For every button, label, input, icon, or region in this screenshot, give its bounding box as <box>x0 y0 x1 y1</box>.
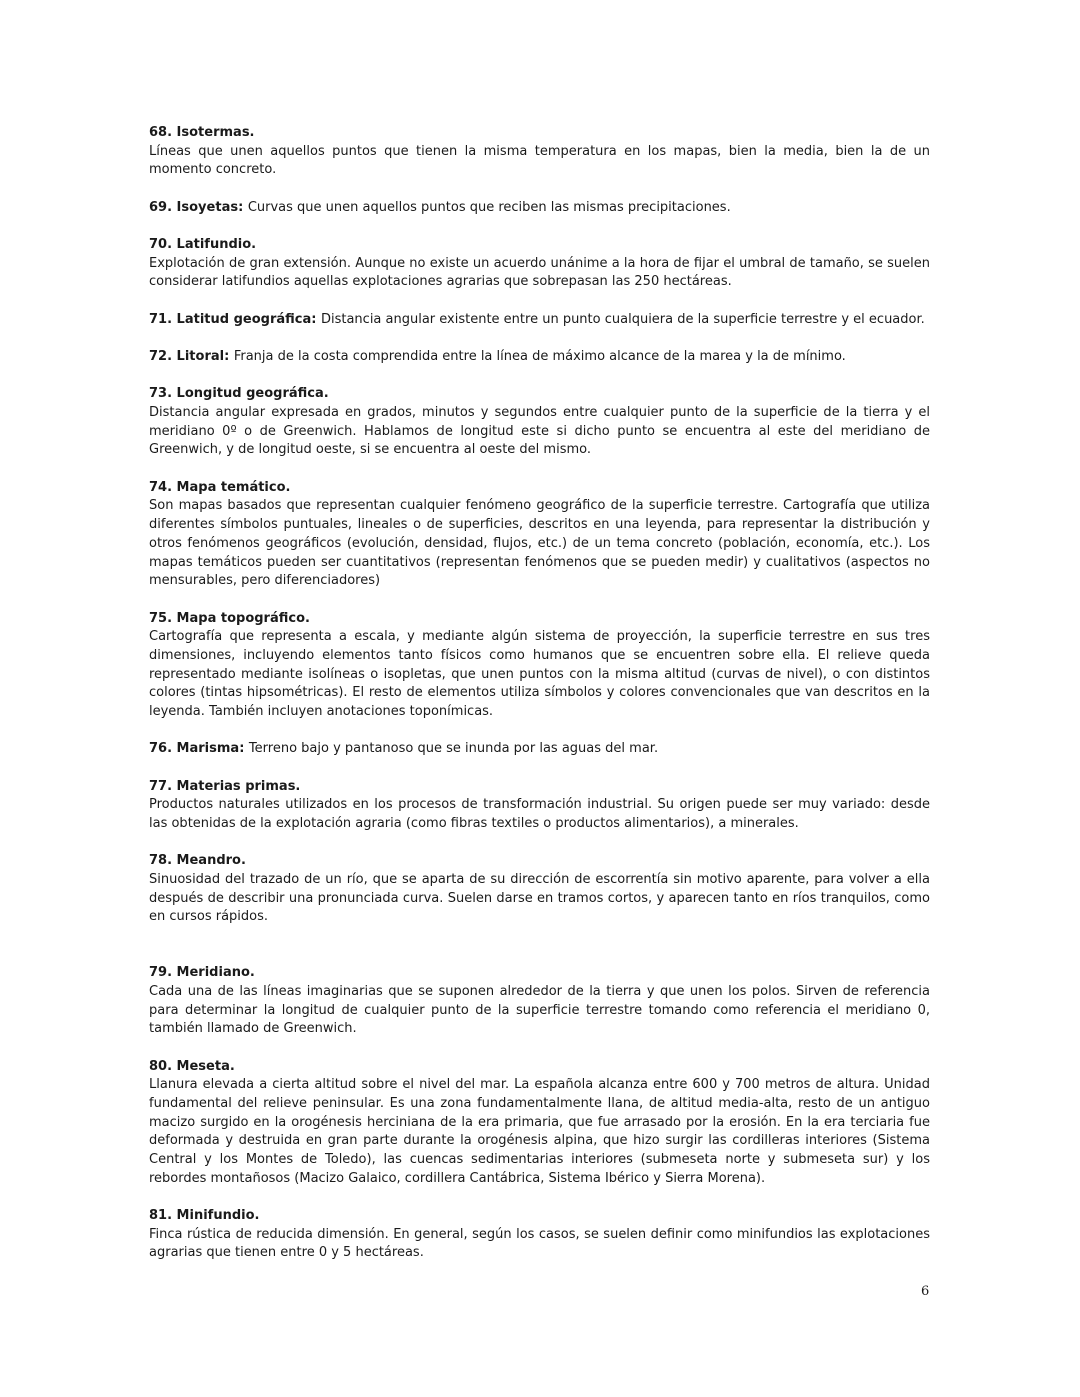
entry-definition: Curvas que unen aquellos puntos que reciben las mismas precipitaciones. <box>247 199 731 215</box>
entry-term: 72. Litoral: <box>149 349 234 364</box>
entry-definition: Llanura elevada a cierta altitud sobre el nivel del mar. La española alcanza entre 600 y 700 metros de altura. Unidad fundamental del relieve peninsular. Es una zona fundamentalmente llana, de altitud media-alta, resto de un antiguo macizo surgido en la orogénesis herciniana de la era primaria, que fue arrasado por la erosión. En la era terciaria fue deformada y destruida en gran parte durante la orogénesis alpina, que hizo surgir las cordilleras interiores (Sistema Central y los Montes de Toledo), las cuencas sedimentarias interiores (submeseta norte y submeseta sur) y los rebordes montañosos (Macizo Galaico, cordillera Cantábrica, Sistema Ibérico y Sierra Morena). <box>149 1077 930 1186</box>
glossary-entry-isotermas <box>149 124 930 180</box>
glossary-entry-meandro <box>149 852 930 927</box>
entry-term: 71. Latitud geográfica: <box>149 311 321 327</box>
glossary-entry-minifundio <box>149 1207 930 1263</box>
glossary-entry-longitud-geografica <box>149 385 930 460</box>
entry-definition: Cartografía que representa a escala, y mediante algún sistema de proyección, la superficie terrestre en sus tres dimensiones, incluyendo elementos tanto físicos como humanos que se encuentren sobre ella. El relieve queda representado mediante isolíneas o isopletas, que unen puntos con la misma altitud (curvas de nivel), o con distintos colores (tintas hipsométricas). El resto de elementos utiliza símbolos y colores convencionales que van descritos en la leyenda. También incluyen anotaciones toponímicas. <box>149 629 930 720</box>
entry-definition: Finca rústica de reducida dimensión. En general, según los casos, se suelen definir como minifundios las explotaciones agrarias que tienen entre 0 y 5 hectáreas. <box>149 1226 930 1261</box>
entry-definition: Terreno bajo y pantanoso que se inunda por las aguas del mar. <box>248 741 659 757</box>
entry-definition: Franja de la costa comprendida entre la línea de máximo alcance de la marea y la de mínimo. <box>233 349 846 364</box>
entry-definition: Explotación de gran extensión. Aunque no existe un acuerdo unánime a la hora de fijar el umbral de tamaño, se suelen considerar latifundios aquellas explotaciones agrarias que sobrepasan las 250 hectáreas. <box>149 255 930 290</box>
glossary-content <box>149 124 930 1282</box>
entry-definition: Líneas que unen aquellos puntos que tienen la misma temperatura en los mapas, bien la media, bien la de un momento concreto. <box>149 143 930 178</box>
entry-term: 76. Marisma: <box>149 741 249 757</box>
glossary-entry-materias-primas <box>149 778 930 834</box>
glossary-entry-isoyetas <box>149 199 930 218</box>
entry-term: 73. Longitud geográfica. <box>149 386 329 402</box>
entry-term: 70. Latifundio. <box>149 237 257 252</box>
entry-definition: Productos naturales utilizados en los procesos de transformación industrial. Su origen puede ser muy variado: desde las obtenidas de la explotación agraria (como fibras textiles o productos alimentarios), a minerales. <box>149 797 930 832</box>
entry-term: 80. Meseta. <box>149 1058 235 1074</box>
page-number: 6 <box>921 1284 930 1299</box>
entry-definition: Cada una de las líneas imaginarias que se suponen alrededor de la tierra y que unen los polos. Sirven de referencia para determinar la longitud de cualquier punto de la superficie terrestre tomando como referencia el meridiano 0, también llamado de Greenwich. <box>149 983 930 1037</box>
entry-definition: Sinuosidad del trazado de un río, que se aparta de su dirección de escorrentía sin motivo aparente, para volver a ella después de describir una pronunciada curva. Suelen darse en tramos cortos, y aparecen tanto en ríos tranquilos, como en cursos rápidos. <box>149 872 930 925</box>
glossary-entry-mapa-tematico <box>149 479 930 591</box>
entry-term: 68. Isotermas. <box>149 125 255 140</box>
glossary-entry-latifundio <box>149 236 930 292</box>
entry-definition: Son mapas basados que representan cualquier fenómeno geográfico de la superficie terrestre. Cartografía que utiliza diferentes símbolos puntuales, lineales o de superficies, descritos en una leyenda, para representar la distribución y otros fenómenos geográficos (evolución, densidad, flujos, etc.) de un tema concreto (población, economía, etc.). Los mapas temáticos pueden ser cuantitativos (representan fenómenos que se pueden medir) y cualitativos (aspectos no mensurables, pero diferenciadores) <box>149 498 930 589</box>
glossary-entry-mapa-topografico <box>149 610 930 722</box>
glossary-entry-meseta <box>149 1058 930 1189</box>
glossary-entry-latitud-geografica <box>149 311 930 330</box>
entry-definition: Distancia angular expresada en grados, minutos y segundos entre cualquier punto de la superficie de la tierra y el meridiano 0º o de Greenwich. Hablamos de longitud este si dicho punto se encuentra al este del meridiano de Greenwich, y de longitud oeste, si se encuentra al oeste del mismo. <box>149 405 930 458</box>
entry-term: 79. Meridiano. <box>149 965 255 981</box>
entry-term: 75. Mapa topográfico. <box>149 610 310 626</box>
entry-term: 78. Meandro. <box>149 853 246 869</box>
entry-definition: Distancia angular existente entre un punto cualquiera de la superficie terrestre y el ecuador. <box>320 311 925 327</box>
entry-term: 74. Mapa temático. <box>149 479 291 495</box>
glossary-entry-meridiano <box>149 964 930 1039</box>
entry-term: 69. Isoyetas: <box>149 199 248 215</box>
glossary-entry-marisma <box>149 740 930 759</box>
glossary-entry-litoral <box>149 348 930 367</box>
entry-term: 77. Materias primas. <box>149 778 301 794</box>
entry-term: 81. Minifundio. <box>149 1208 260 1224</box>
